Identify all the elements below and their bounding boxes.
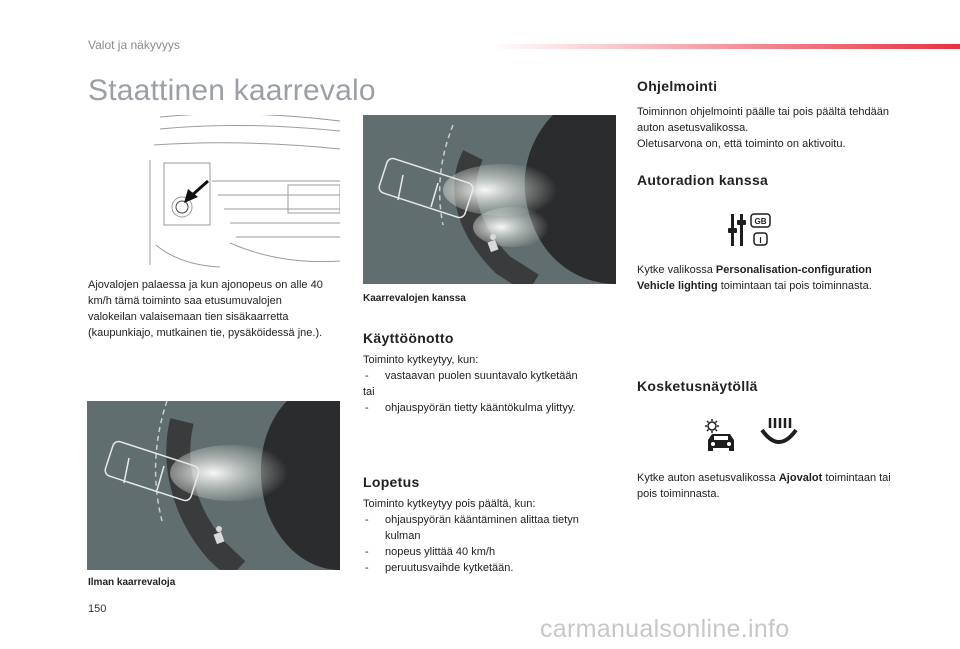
radio-text-post: toimintaan tai pois toiminnasta. (717, 280, 872, 292)
programming-text (637, 104, 892, 152)
activation-intro: Toiminto kytkeytyy, kun: (363, 354, 479, 366)
deactivation-intro: Toiminto kytkeytyy pois päältä, kun: (363, 498, 536, 510)
deactivation-text (363, 496, 608, 576)
list-item: - nopeus ylittää 40 km/h (363, 544, 608, 560)
caption-without-bending: Ilman kaarrevaloja (88, 577, 176, 588)
activation-heading: Käyttöönotto (363, 330, 454, 346)
programming-heading: Ohjelmointi (637, 78, 718, 94)
watermark: carmanualsonline.info (540, 615, 790, 643)
section-header: Valot ja näkyvyys (88, 38, 180, 52)
intro-paragraph: Ajovalojen palaessa ja kun ajonopeus on alle 40 km/h tämä toiminto saa etusumuvalojen valokeilan valaisemaan tien sisäkaarretta (kaupunkiajo, mutkainen tie, pysäköidessä jne.). (88, 279, 323, 339)
programming-paragraph: Toiminnon ohjelmointi päälle tai pois päältä tehdään auton asetusvalikossa. (637, 106, 889, 134)
fog-light-illustration (140, 115, 340, 270)
touchscreen-heading: Kosketusnäytöllä (637, 378, 758, 394)
touchscreen-text-pre: Kytke auton asetusvalikossa (637, 472, 779, 484)
activation-text (363, 352, 608, 416)
list-item: - vastaavan puolen suuntavalo kytketään (363, 368, 608, 384)
list-item: - peruutusvaihde kytketään. (363, 560, 608, 576)
radio-heading: Autoradion kanssa (637, 172, 769, 188)
programming-default: Oletusarvona on, että toiminto on aktivoitu. (637, 138, 846, 150)
deactivation-heading: Lopetus (363, 474, 420, 490)
page-number: 150 (88, 603, 107, 615)
list-item: - ohjauspyörän tietty kääntökulma ylittyy. (363, 400, 608, 416)
radio-menu-path: Personalisation-configuration Vehicle lighting (637, 264, 872, 292)
list-item: - ohjauspyörän kääntäminen alittaa tietyn kulman (363, 512, 608, 544)
with-bending-light-image (363, 115, 616, 284)
radio-text (637, 262, 892, 294)
vehicle-settings-icon (704, 418, 740, 452)
touchscreen-text-post: toimintaan tai pois toiminnasta. (637, 472, 891, 500)
arrow-icon (184, 181, 208, 203)
deactivation-list (363, 512, 608, 576)
activation-list-2 (363, 400, 608, 416)
caption-with-bending: Kaarrevalojen kanssa (363, 293, 466, 304)
settings-sliders-icon (728, 212, 774, 248)
i-badge: I (759, 236, 762, 245)
header-accent-bar (490, 44, 960, 49)
radio-text-pre: Kytke valikossa (637, 264, 716, 276)
page-title: Staattinen kaarrevalo (88, 74, 376, 107)
headlamp-icon (758, 416, 800, 452)
activation-list (363, 368, 608, 384)
gb-badge: GB (754, 217, 767, 226)
activation-or: tai (363, 386, 375, 398)
touchscreen-menu-path: Ajovalot (778, 472, 823, 484)
without-bending-light-image (87, 401, 340, 570)
touchscreen-text (637, 470, 892, 502)
